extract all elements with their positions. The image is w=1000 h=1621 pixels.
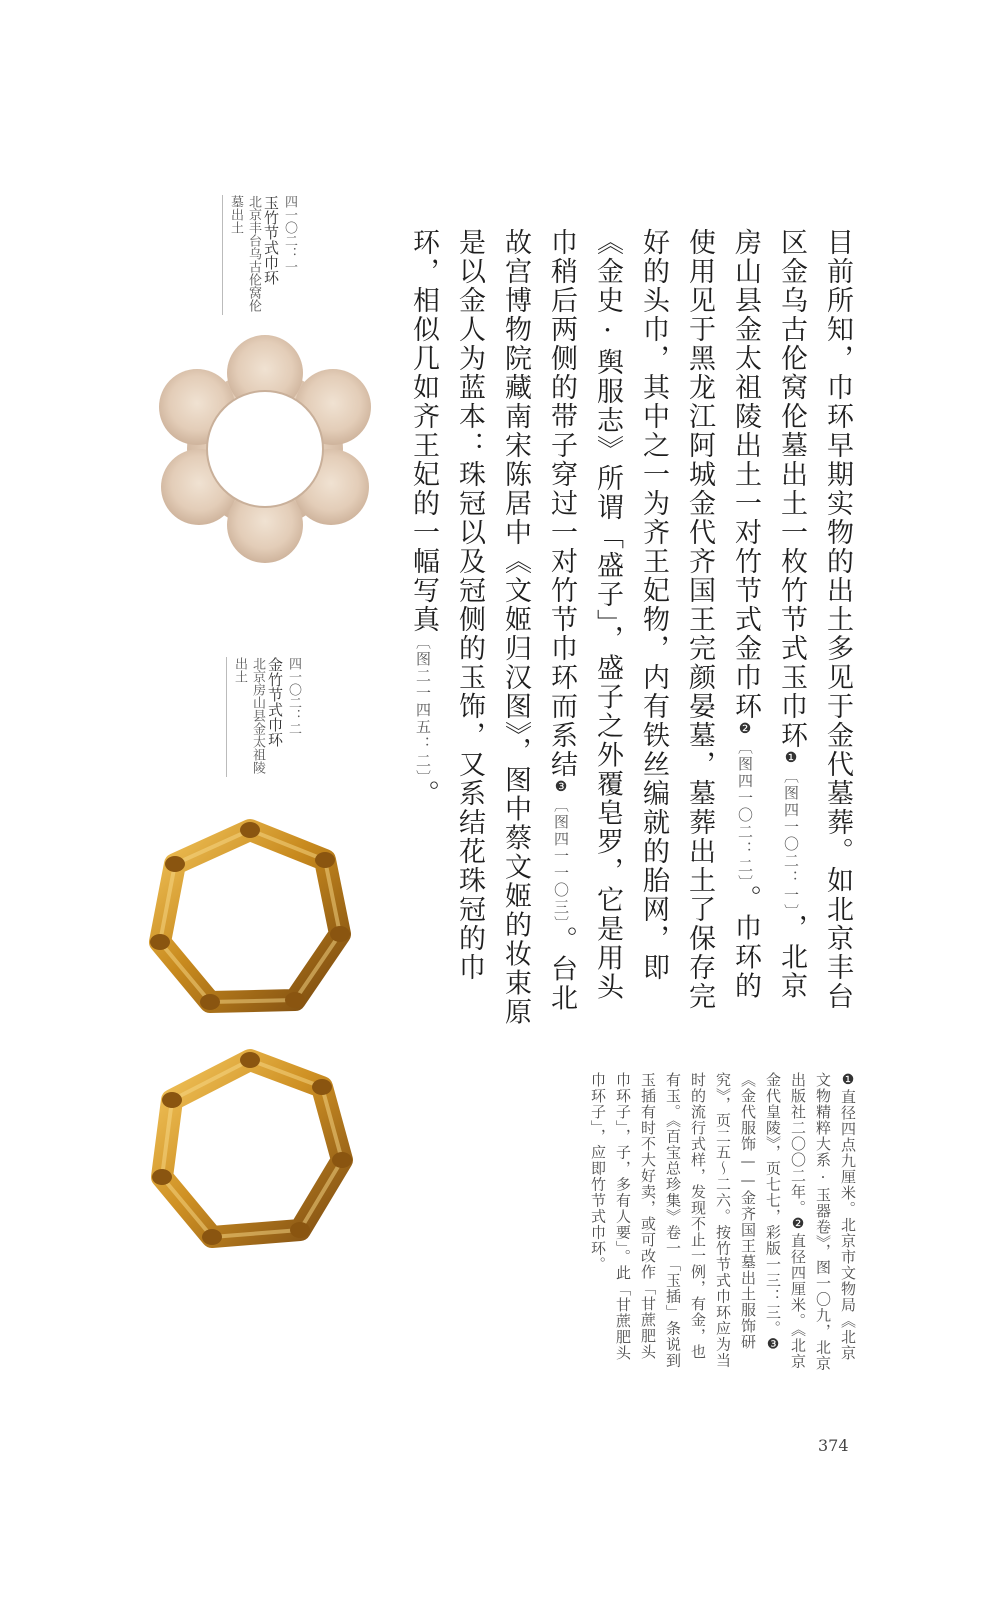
body-text-segment: 。台北故宫博物院藏南宋陈居中《文姬归汉图》，图中蔡文姬的妆束原是以金人为蓝本：珠冠以及冠侧的玉饰，又系结花珠冠的巾环，相似几如齐王妃的一幅写真 — [408, 228, 577, 1027]
footnote-marker: ❶ — [840, 1072, 856, 1089]
main-body-text — [408, 228, 860, 1028]
figure-caption-gold — [226, 657, 302, 777]
caption-source: 北京房山县金太祖陵出土 — [232, 657, 265, 774]
caption-source: 北京丰台乌古伦窝伦墓出土 — [228, 195, 261, 312]
jade-bamboo-ring-image — [145, 335, 385, 565]
caption-number: 四一〇二：二 — [286, 657, 301, 735]
footnote-marker: ❷ — [737, 721, 753, 739]
footnote-1: 直径四点九厘米。北京市文物局《北京文物精粹大系·玉器卷》，图一〇九，北京出版社二〇〇二年。 — [789, 1072, 857, 1372]
caption-number: 四一〇二：一 — [282, 195, 297, 273]
caption-title: 金竹节式巾环 — [266, 657, 284, 747]
footnote-marker: ❸ — [765, 1336, 781, 1354]
figure-reference: 〔图四一〇二：二〕 — [736, 739, 754, 885]
caption-title: 玉竹节式巾环 — [262, 195, 280, 285]
figure-reference: 〔图四一〇二：一〕 — [782, 768, 800, 914]
figure-reference: 〔图二一四五：二〕 — [414, 634, 432, 780]
figure-reference: 〔图四一一〇三〕 — [552, 797, 570, 926]
footnotes — [530, 1072, 860, 1372]
body-text-segment: ，北京房山县金太祖陵出土一对竹节式金巾环 — [730, 228, 807, 1001]
footnote-marker: ❷ — [790, 1216, 806, 1233]
figure-caption-jade — [222, 195, 298, 315]
footnote-marker: ❶ — [783, 750, 799, 768]
footnote-3: 《金代服饰——金齐国王墓出土服饰研究》，页二五～二六。按竹节式巾环应为当时的流行式样，发现不止一例，有金，也有玉。《百宝总珍集》卷一「玉插」条说到玉插有时不大好卖，或可改作「甘蔗肥头巾环子」，子，多有人要」。此「甘蔗肥头巾环子」，应即竹节式巾环。 — [589, 1072, 757, 1369]
body-text-segment: 。巾环的使用见于黑龙江阿城金代齐国王完颜晏墓，墓葬出土了保存完好的头巾，其中之一为齐王妃物，内有铁丝编就的胎网，即《金史·舆服志》所谓「盛子」，盛子之外覆皂罗，它是用头巾稍后两侧的带子穿过一对竹节巾环而系结 — [546, 228, 761, 1011]
footnote-marker: ❸ — [553, 779, 569, 797]
body-text-segment: 。 — [408, 779, 439, 809]
page-number: 374 — [818, 1436, 849, 1455]
gold-bamboo-ring-image — [140, 1045, 360, 1255]
footnote-2: 直径四厘米。《北京金代皇陵》，页七七，彩版一三：三。 — [764, 1072, 807, 1370]
body-text-segment: 目前所知，巾环早期实物的出土多见于金代墓葬。如北京丰台区金乌古伦窝伦墓出土一枚竹节式玉巾环 — [776, 228, 853, 1011]
gold-bamboo-ring-image — [140, 812, 360, 1022]
